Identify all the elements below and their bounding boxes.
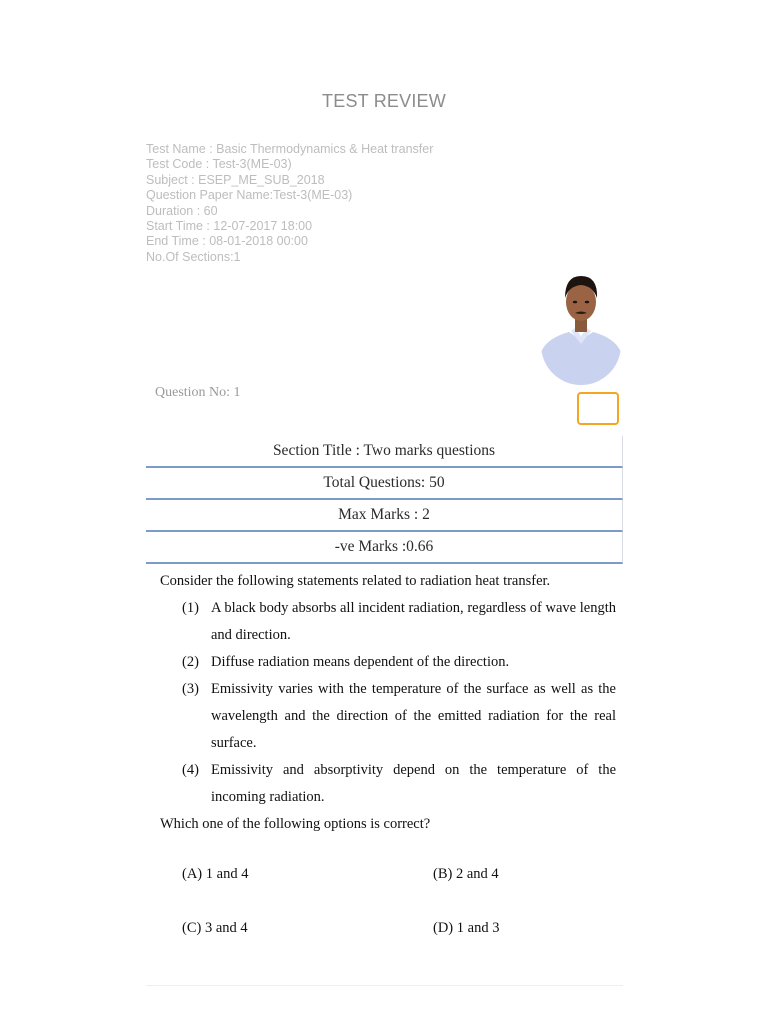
negative-marks: -ve Marks :0.66 [146, 532, 623, 564]
options-row [182, 920, 622, 974]
divider [146, 985, 623, 986]
page-title: TEST REVIEW [322, 91, 446, 111]
subject: Subject : ESEP_ME_SUB_2018 [146, 172, 325, 187]
question-prompt: Which one of the following options is correct? [160, 816, 431, 832]
option-c[interactable]: (C) 3 and 4 [182, 920, 248, 936]
statement-text: Emissivity and absorptivity depend on the temperature of the incoming radiation. [211, 762, 616, 805]
option-d[interactable]: (D) 1 and 3 [433, 920, 500, 936]
total-questions: Total Questions: 50 [146, 468, 623, 500]
start-time: Start Time : 12-07-2017 18:00 [146, 219, 313, 234]
number-of-sections: No.Of Sections:1 [146, 249, 241, 264]
options-row [182, 866, 622, 920]
statement [182, 757, 616, 811]
section-title: Section Title : Two marks questions [146, 436, 623, 468]
candidate-photo [541, 268, 621, 385]
option-a[interactable]: (A) 1 and 4 [182, 866, 249, 882]
duration: Duration : 60 [146, 203, 218, 218]
question-intro: Consider the following statements related to radiation heat transfer. [160, 573, 551, 589]
statement-number: (2) [182, 654, 199, 670]
statement [182, 649, 616, 676]
test-name: Test Name : Basic Thermodynamics & Heat transfer [146, 142, 434, 156]
max-marks: Max Marks : 2 [146, 500, 623, 532]
statement-text: Diffuse radiation means dependent of the direction. [211, 654, 510, 670]
statement-text: A black body absorbs all incident radiation, regardless of wave length and direction. [211, 600, 616, 643]
mark-for-review-box[interactable] [577, 392, 619, 425]
statement-number: (1) [182, 600, 199, 616]
section-info-table [146, 436, 623, 564]
question-body [160, 568, 616, 838]
answer-options [182, 866, 622, 974]
statement-text: Emissivity varies with the temperature of the surface as well as the wavelength and the direction of the emitted radiation for the real surface. [211, 681, 616, 751]
question-paper-name: Question Paper Name:Test-3(ME-03) [146, 188, 353, 203]
option-b[interactable]: (B) 2 and 4 [433, 866, 499, 882]
statement [182, 676, 616, 757]
statement-number: (3) [182, 681, 199, 697]
end-time: End Time : 08-01-2018 00:00 [146, 234, 308, 249]
question-number: Question No: 1 [155, 385, 241, 400]
test-code: Test Code : Test-3(ME-03) [146, 157, 292, 172]
statement [182, 595, 616, 649]
test-details [146, 142, 566, 265]
statement-number: (4) [182, 762, 199, 778]
